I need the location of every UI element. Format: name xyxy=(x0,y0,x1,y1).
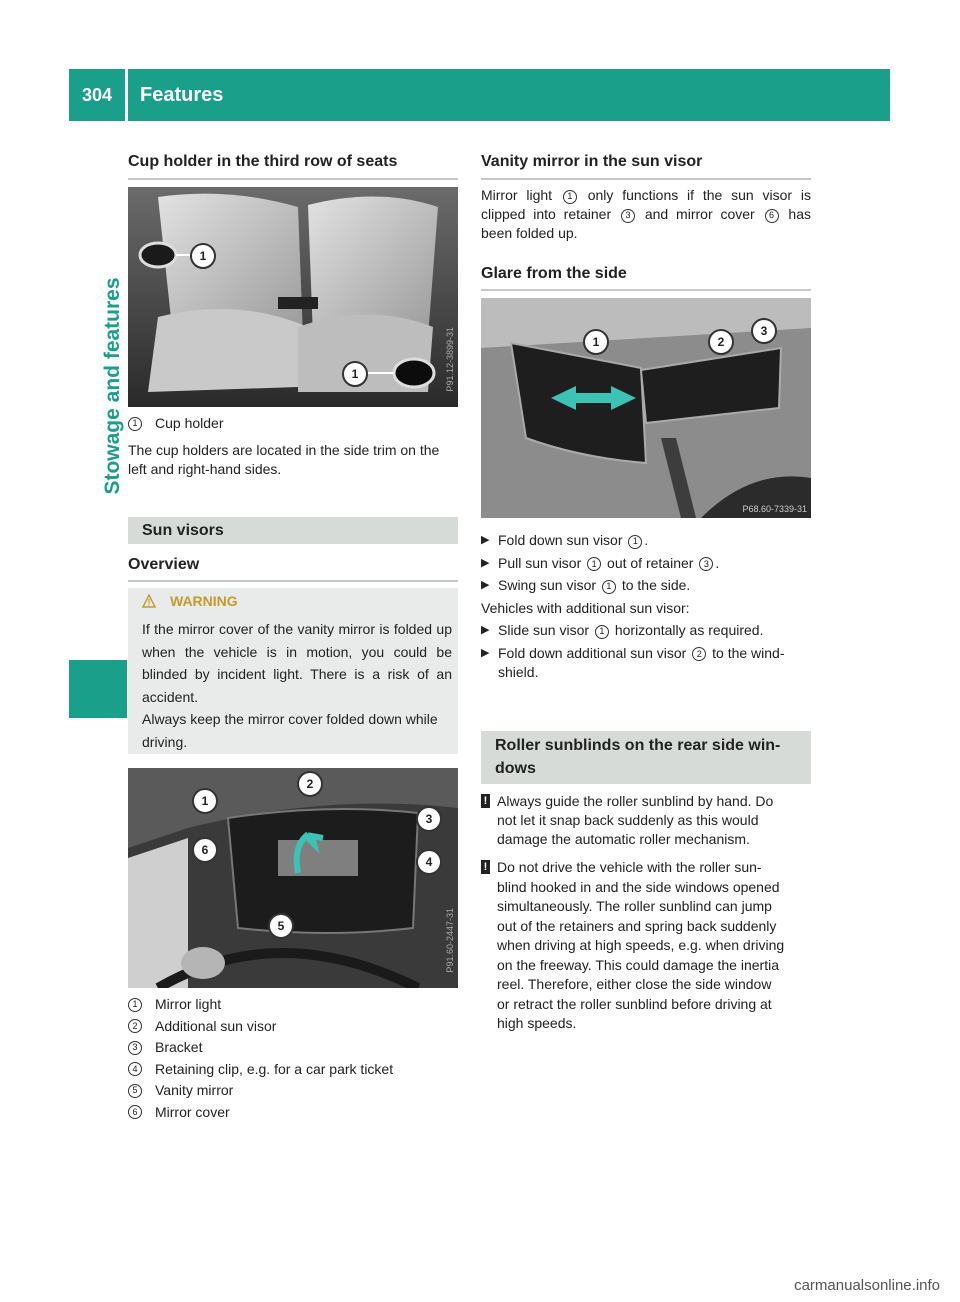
callout-3: 3 xyxy=(751,318,777,344)
warning-title: WARNING xyxy=(170,593,238,609)
callout-2: 2 xyxy=(708,329,734,355)
caption-text: Cup holder xyxy=(155,415,224,431)
page-number: 304 xyxy=(81,84,113,105)
cup-holder-heading: Cup holder in the third row of seats xyxy=(128,153,398,170)
callout-1: 1 xyxy=(192,788,218,814)
exclamation-icon: ! xyxy=(481,860,490,874)
legend-item: 3 Bracket xyxy=(128,1037,393,1059)
legend-item: 6 Mirror cover xyxy=(128,1102,393,1124)
heading-rule xyxy=(481,178,811,180)
sun-visor-legend xyxy=(128,994,393,1123)
arrow-icon: ▶ xyxy=(481,579,490,591)
cup-holder-body: The cup holders are located in the side trim on the left and right-hand sides. xyxy=(128,442,440,477)
arrow-icon: ▶ xyxy=(481,624,490,636)
arrow-icon: ▶ xyxy=(481,534,490,546)
photo-code: P91.12-3899-31 xyxy=(445,327,455,392)
sun-visor-illustration xyxy=(128,768,458,988)
side-tab xyxy=(69,121,127,651)
vanity-heading: Vanity mirror in the sun visor xyxy=(481,153,703,170)
callout-1: 1 xyxy=(583,329,609,355)
callout-3: 3 xyxy=(416,806,442,832)
heading-rule xyxy=(128,178,458,180)
legend-item: 2 Additional sun visor xyxy=(128,1016,393,1038)
step-item: ▶ Swing sun visor 1 to the side. xyxy=(481,574,811,597)
section-bar-sun-visors: Sun visors xyxy=(128,517,458,544)
note-text: Always guide the roller sunblind by hand. Do not let it snap back suddenly as this would damage the automatic roller mechanism. xyxy=(497,793,774,847)
callout-6: 6 xyxy=(192,837,218,863)
step-item: ▶ Slide sun visor 1 horizontally as required. xyxy=(481,619,811,642)
seats-illustration xyxy=(128,187,458,407)
heading-rule xyxy=(481,289,811,291)
glare-photo xyxy=(481,298,811,518)
watermark: carmanualsonline.info xyxy=(794,1277,940,1294)
arrow-icon: ▶ xyxy=(481,556,490,569)
note-text: Do not drive the vehicle with the roller sun- blind hooked in and the side windows opened simultaneously. The roller sunblind can jump out of the retainers and spring back suddenly when driving at high speeds, e.g. when driving on the freeway. This could damage the inertia reel. Therefore, either close the side window or retract the roller sunblind before driving at high speeds. xyxy=(497,859,785,1031)
callout-1b: 1 xyxy=(342,361,368,387)
warning-triangle-icon xyxy=(142,594,156,608)
warning-text-1: If the mirror cover of the vanity mirror is folded up when the vehicle is in motion, you could be blinded by incident light. There is a risk of an accident. xyxy=(142,621,452,705)
section-bar-roller-sunblinds: Roller sunblinds on the rear side win- dows xyxy=(481,731,811,784)
side-tab-label: Stowage and features xyxy=(101,277,124,495)
legend-item: 4 Retaining clip, e.g. for a car park ticket xyxy=(128,1059,393,1081)
photo-code: P91.60-2447-31 xyxy=(445,908,455,973)
side-tab-marker xyxy=(69,660,127,718)
legend-item: 1 Mirror light xyxy=(128,994,393,1016)
chapter-title: Features xyxy=(140,83,224,106)
step-item: ▶ Fold down additional sun visor 2 to the wind- shield. xyxy=(481,642,811,682)
exclamation-icon: ! xyxy=(481,794,490,808)
callout-4: 4 xyxy=(416,849,442,875)
cup-holder-photo xyxy=(128,187,458,407)
heading-rule xyxy=(128,580,458,582)
sun-visor-photo xyxy=(128,768,458,988)
glare-heading: Glare from the side xyxy=(481,265,627,282)
photo-code: P68.60-7339-31 xyxy=(742,504,807,514)
overview-heading: Overview xyxy=(128,556,200,573)
glare-steps xyxy=(481,529,811,682)
callout-5: 5 xyxy=(268,913,294,939)
legend-item: 5 Vanity mirror xyxy=(128,1080,393,1102)
vehicles-line: Vehicles with additional sun visor: xyxy=(481,599,690,616)
header-divider xyxy=(125,69,128,121)
warning-header xyxy=(142,593,238,609)
roller-note-2 xyxy=(481,858,813,1034)
caption-number: 1 xyxy=(128,417,142,431)
step-item: ▶ Fold down sun visor 1 . xyxy=(481,529,811,552)
cup-holder-caption xyxy=(128,413,224,435)
warning-box xyxy=(128,588,458,754)
vanity-text: Mirror light 1 only functions if the sun visor is clipped into retainer 3 and mirror cover 6 has been folded up. xyxy=(481,187,812,241)
callout-1: 1 xyxy=(190,243,216,269)
step-item: ▶ Pull sun visor 1 out of retainer 3 . xyxy=(481,552,811,575)
callout-2: 2 xyxy=(297,771,323,797)
warning-text-2: Always keep the mirror cover folded down while driving. xyxy=(142,711,438,750)
arrow-icon: ▶ xyxy=(481,646,490,659)
roller-note-1 xyxy=(481,792,813,849)
